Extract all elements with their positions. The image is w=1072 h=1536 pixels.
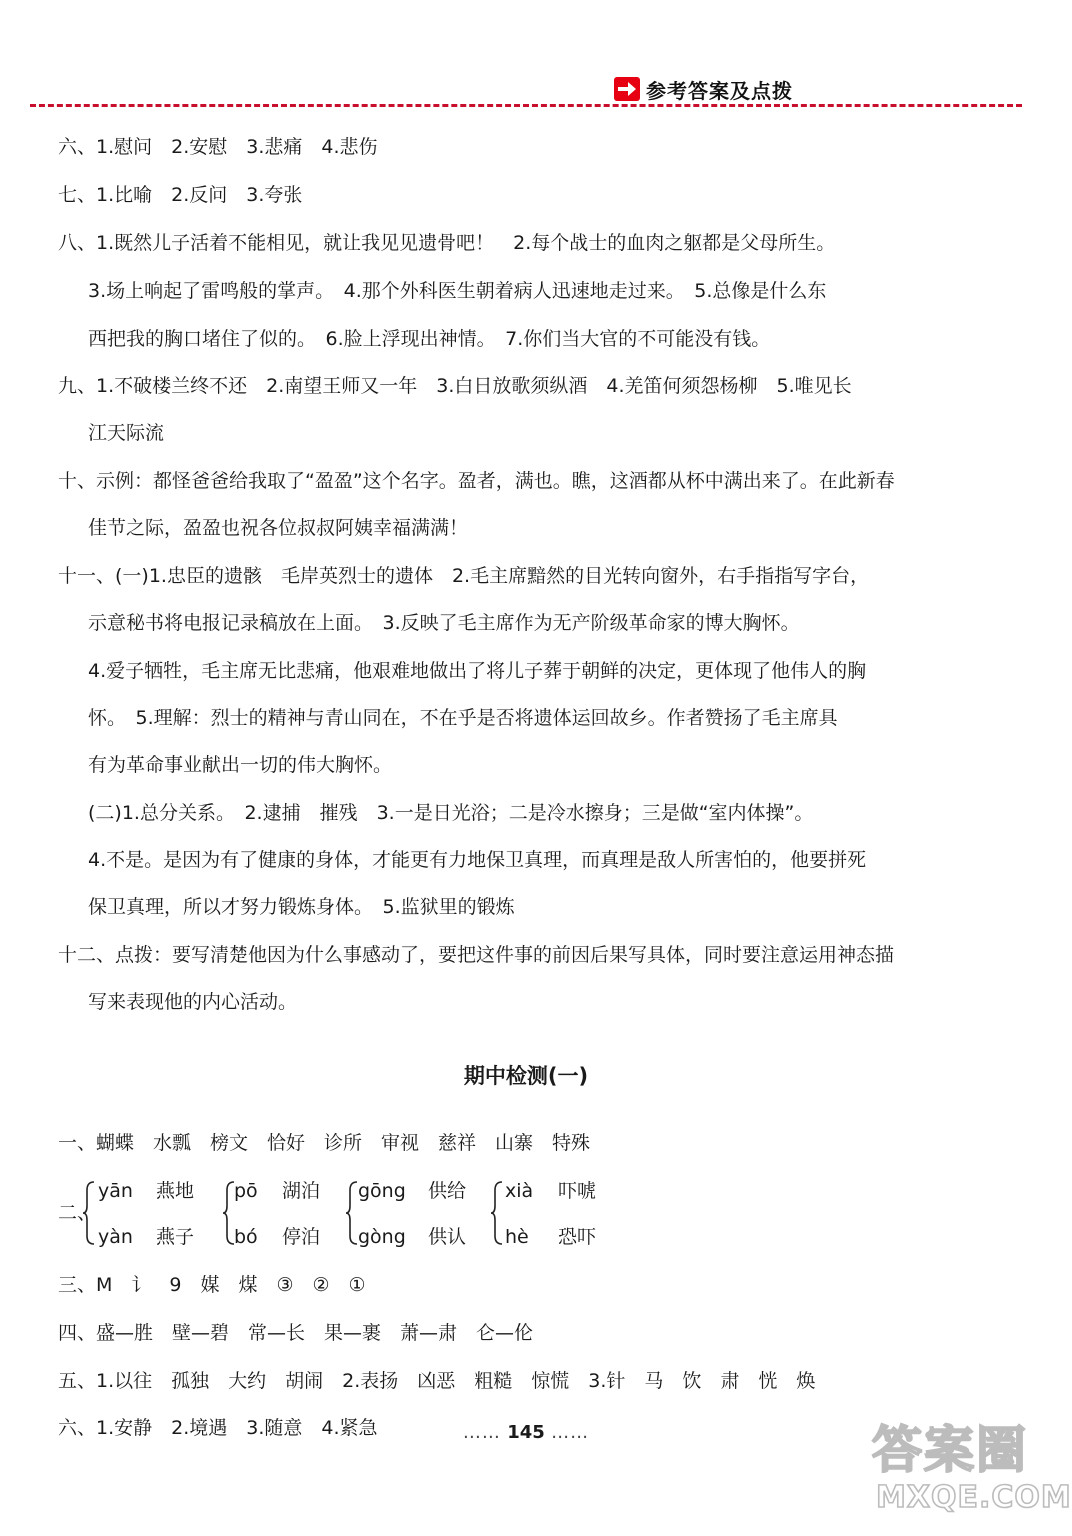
answer-line: 八、1.既然儿子活着不能相见，就让我见见遗骨吧！ 2.每个战士的血肉之躯都是父母所生。 [58,232,836,254]
word: 吓唬 [558,1180,597,1202]
word: 燕地 [156,1180,195,1202]
header-title-group [614,74,793,104]
page-header [0,68,1052,108]
answer-line: 有为革命事业献出一切的伟大胸怀。 [88,754,393,776]
answer-line: 七、1.比喻 2.反问 3.夸张 [58,184,303,206]
answer-line: 六、1.慰问 2.安慰 3.悲痛 4.悲伤 [58,136,378,158]
watermark-logo [872,1408,1072,1518]
answer-line: 3.场上响起了雷鸣般的掌声。 4.那个外科医生朝着病人迅速地走过来。 5.总像是什么东 [88,280,827,302]
answer-line: 保卫真理，所以才努力锻炼身体。 5.监狱里的锻炼 [88,896,515,918]
answer-line: 江天际流 [88,422,165,444]
answer-line: 十一、(一)1.忠臣的遗骸 毛岸英烈士的遗体 2.毛主席黯然的目光转向窗外，右手指指写字台， [58,565,870,587]
word: 供给 [428,1180,467,1202]
pinyin: bó [234,1226,258,1248]
pinyin: gòng [358,1226,406,1248]
arrow-right-icon-svg [617,81,637,97]
pinyin: pō [234,1180,258,1202]
footer-dots-left: …… [462,1422,501,1443]
word: 燕子 [156,1226,195,1248]
pinyin: yān [98,1180,133,1202]
watermark-text: 答案圈 [872,1421,1028,1479]
left-brace [82,1180,96,1246]
pinyin: gōng [358,1180,406,1202]
answer-line: 十、示例：都怪爸爸给我取了“盈盈”这个名字。盈者，满也。瞧，这酒都从杯中满出来了。在此新春 [58,470,895,492]
word: 恐吓 [558,1226,597,1248]
answer-line: 4.不是。是因为有了健康的身体，才能更有力地保卫真理，而真理是敌人所害怕的，他要拼死 [88,849,867,871]
answer-line: 十二、点拨：要写清楚他因为什么事感动了，要把这件事的前因后果写具体，同时要注意运用神态描 [58,944,895,966]
answer-line: 怀。 5.理解：烈士的精神与青山同在，不在乎是否将遗体运回故乡。作者赞扬了毛主席具 [88,707,838,729]
answer-line: 西把我的胸口堵住了似的。 6.脸上浮现出神情。 7.你们当大官的不可能没有钱。 [88,328,771,350]
pinyin: yàn [98,1226,133,1248]
arrow-right-icon [614,77,640,101]
left-brace [345,1180,359,1246]
footer-dots-right: …… [551,1422,590,1443]
word: 供认 [428,1226,467,1248]
answer-line: (二)1.总分关系。 2.逮捕 摧残 3.一是日光浴；二是冷水擦身；三是做“室内体操”。 [88,802,814,824]
pinyin: hè [505,1226,529,1248]
midterm-q2-label: 二、 [58,1202,97,1224]
section-title-midterm: 期中检测(一) [463,1064,589,1088]
midterm-line-4: 四、盛—胜 壁—碧 常—长 果—裹 萧—肃 仑—伦 [58,1322,534,1344]
word: 湖泊 [282,1180,321,1202]
midterm-line-3: 三、M 讠 9 媒 煤 ③ ② ① [58,1274,366,1296]
answer-line: 写来表现他的内心活动。 [88,991,298,1013]
midterm-line-1: 一、蝴蝶 水瓢 榜文 恰好 诊所 审视 慈祥 山寨 特殊 [58,1132,591,1154]
midterm-line-6: 六、1.安静 2.境遇 3.随意 4.紧急 [58,1417,378,1439]
answer-line: 佳节之际，盈盈也祝各位叔叔阿姨幸福满满！ [88,517,469,539]
answer-line: 九、1.不破楼兰终不还 2.南望王师又一年 3.白日放歌须纵酒 4.羌笛何须怨杨柳 5.唯见长 [58,375,852,397]
left-brace [490,1180,504,1246]
answer-line: 4.爱子牺牲，毛主席无比悲痛，他艰难地做出了将儿子葬于朝鲜的决定，更体现了他伟人的胸 [88,660,867,682]
pinyin: xià [505,1180,534,1202]
header-divider [30,104,1022,107]
watermark-url: MXQE.COM [876,1480,1072,1515]
answer-line: 示意秘书将电报记录稿放在上面。 3.反映了毛主席作为无产阶级革命家的博大胸怀。 [88,612,800,634]
header-title: 参考答案及点拨 [646,78,793,103]
word: 停泊 [282,1226,321,1248]
page-number: 145 [507,1422,545,1443]
midterm-line-5: 五、1.以往 孤独 大约 胡闹 2.表扬 凶恶 粗糙 惊慌 3.针 马 饮 肃 恍 焕 [58,1370,816,1392]
